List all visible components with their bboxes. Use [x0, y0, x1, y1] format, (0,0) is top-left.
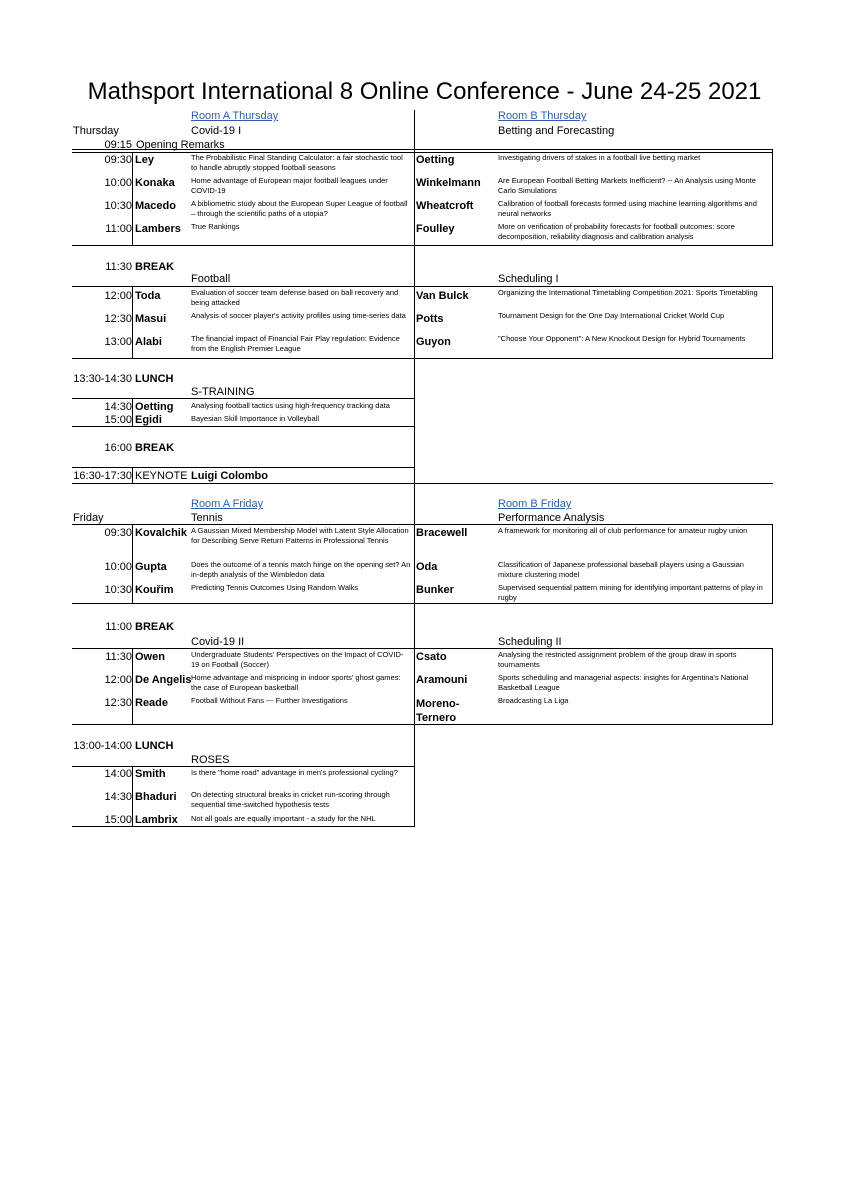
- keynote-speaker: Luigi Colombo: [191, 470, 268, 482]
- talk-title: True Rankings: [191, 222, 240, 231]
- speaker-name: Reade: [135, 697, 169, 709]
- divider: [132, 648, 133, 725]
- speaker-name: Lambrix: [135, 814, 178, 826]
- time-label: 14:30: [104, 401, 132, 413]
- talk-title: "Choose Your Opponent": A New Knockout Design for Hybrid Tournaments: [498, 334, 746, 343]
- speaker-name: Gupta: [135, 561, 167, 573]
- time-label: 15:00: [104, 414, 132, 426]
- speaker-name-line: Ternero: [416, 712, 457, 724]
- divider: [72, 426, 414, 427]
- talk-title: Bayesian Skill Importance in Volleyball: [191, 414, 319, 423]
- keynote-label: KEYNOTE: [135, 470, 188, 482]
- divider: [72, 286, 773, 287]
- time-label: 10:30: [104, 584, 132, 596]
- talk-title: A bibliometric study about the European Super League of football – through the scientific paths of a utopia?: [191, 199, 408, 218]
- talk-title: Supervised sequential pattern mining for identifying important patterns of play in rugby: [498, 583, 763, 602]
- divider: [132, 398, 133, 427]
- talk-title: On detecting structural breaks in cricket run-scoring through sequential time-switched hypothesis tests: [191, 790, 390, 809]
- talk-title: Home advantage and mispricing in indoor sports' ghost games: the case of European basketball: [191, 673, 401, 692]
- talk-title: Classification of Japanese professional baseball players using a Gaussian mixture clustering model: [498, 560, 744, 579]
- talk-title: A framework for monitoring all of club performance for amateur rugby union: [498, 526, 748, 535]
- talk-title: More on verification of probability forecasts for football outcomes: score decomposition, reliability diagnosis and calibration analysis: [498, 222, 735, 241]
- talk-title: Tournament Design for the One Day International Cricket World Cup: [498, 311, 725, 320]
- talk-title: Does the outcome of a tennis match hinge on the opening set? An in-depth analysis of the Wimbledon data: [191, 560, 411, 579]
- speaker-name: Kovalchik: [135, 527, 187, 539]
- talk-title: Not all goals are equally important - a study for the NHL: [191, 814, 376, 823]
- room-a-thursday-link[interactable]: Room A Thursday: [191, 110, 279, 122]
- session-title: Performance Analysis: [498, 512, 605, 524]
- room-b-thursday-link[interactable]: Room B Thursday: [498, 110, 587, 122]
- session-title: Betting and Forecasting: [498, 125, 615, 137]
- speaker-name: Guyon: [416, 336, 451, 348]
- time-label: 10:30: [104, 200, 132, 212]
- room-b-friday-link[interactable]: Room B Friday: [498, 498, 572, 510]
- divider: [72, 603, 773, 604]
- break-label: BREAK: [135, 442, 175, 454]
- time-label: 12:00: [104, 290, 132, 302]
- talk-title: Predicting Tennis Outcomes Using Random Walks: [191, 583, 359, 592]
- speaker-name-line: Moreno-: [416, 698, 460, 710]
- talk-title: A Gaussian Mixed Membership Model with Latent Style Allocation for Describing Serve Return Patterns in Professional Tennis: [191, 526, 409, 545]
- time-label: 16:30-17:30: [73, 470, 132, 482]
- speaker-name: Oetting: [416, 154, 455, 166]
- talk-title: Home advantage of European major football leagues under COVID-19: [191, 176, 388, 195]
- time-label: 10:00: [104, 177, 132, 189]
- time-label: 09:15: [104, 139, 132, 151]
- divider: [772, 648, 773, 725]
- time-label: 09:30: [104, 527, 132, 539]
- speaker-name: Aramouni: [416, 674, 468, 686]
- session-title: Football: [191, 273, 231, 285]
- break-label: BREAK: [135, 261, 175, 273]
- session-title: S-TRAINING: [191, 386, 255, 398]
- time-label: 11:00: [105, 621, 132, 633]
- talk-title: Evaluation of soccer team defense based on ball recovery and being attacked: [191, 288, 399, 307]
- talk-title: Undergraduate Students' Perspectives on the Impact of COVID-19 on Football (Soccer): [191, 650, 404, 669]
- speaker-name: Alabi: [135, 336, 162, 348]
- talk-title: Football Without Fans --- Further Investigations: [191, 696, 348, 705]
- time-label: 12:30: [104, 697, 132, 709]
- speaker-name: Toda: [135, 290, 161, 302]
- speaker-name: Bhaduri: [135, 791, 177, 803]
- session-title: ROSES: [191, 754, 230, 766]
- speaker-name: Wheatcroft: [416, 200, 474, 212]
- divider: [132, 467, 133, 484]
- speaker-name: Owen: [135, 651, 165, 663]
- talk-title: The Probabilistic Final Standing Calculator: a fair stochastic tool to handle abruptly stopped football seasons: [191, 153, 403, 172]
- day-label: Thursday: [73, 125, 119, 137]
- time-label: 10:00: [104, 561, 132, 573]
- talk-title: Analysis of soccer player's activity profiles using time-series data: [191, 311, 406, 320]
- divider: [72, 245, 773, 246]
- time-label: 13:00: [104, 336, 132, 348]
- time-label: 09:30: [104, 154, 132, 166]
- divider: [132, 152, 133, 246]
- speaker-name: Winkelmann: [416, 177, 481, 189]
- time-label: 14:30: [104, 791, 132, 803]
- session-title: Covid-19 II: [191, 636, 245, 648]
- divider: [772, 286, 773, 359]
- speaker-name: Ley: [135, 154, 154, 166]
- divider: [72, 648, 773, 649]
- talk-title: Investigating drivers of stakes in a football live betting market: [498, 153, 701, 162]
- session-title: Tennis: [191, 512, 223, 524]
- divider: [772, 149, 773, 246]
- session-title: Covid-19 I: [191, 125, 242, 137]
- speaker-name: [416, 697, 459, 725]
- talk-title: Are European Football Betting Markets Inefficient? -- An Analysis using Monte Carlo Simulations: [498, 176, 756, 195]
- day-label: Friday: [73, 512, 104, 524]
- speaker-name: Oda: [416, 561, 438, 573]
- room-a-friday-link[interactable]: Room A Friday: [191, 498, 264, 510]
- time-label: 13:00-14:00: [73, 740, 132, 752]
- speaker-name: Csato: [416, 651, 447, 663]
- divider: [72, 826, 414, 827]
- divider: [132, 286, 133, 358]
- break-label: BREAK: [135, 621, 175, 633]
- talk-title: Organizing the International Timetabling Competition 2021: Sports Timetabling: [498, 288, 758, 297]
- divider: [772, 524, 773, 604]
- time-label: 14:00: [104, 768, 132, 780]
- speaker-name: Van Bulck: [416, 290, 469, 302]
- talk-title: The financial impact of Financial Fair Play regulation: Evidence from the English Premier League: [191, 334, 400, 353]
- talk-title: Broadcasting La Liga: [498, 696, 569, 705]
- session-title: Scheduling I: [498, 273, 559, 285]
- divider: [72, 467, 414, 468]
- divider: [72, 524, 773, 525]
- time-label: 11:30: [105, 651, 132, 663]
- page-title: Mathsport International 8 Online Conference - June 24-25 2021: [87, 78, 762, 105]
- speaker-name: Oetting: [135, 401, 174, 413]
- divider: [132, 766, 133, 827]
- divider: [72, 358, 773, 359]
- opening-remarks: Opening Remarks: [136, 139, 225, 151]
- lunch-label: LUNCH: [135, 373, 174, 385]
- speaker-name: Konaka: [135, 177, 175, 189]
- divider: [132, 524, 133, 604]
- speaker-name: Potts: [416, 313, 444, 325]
- talk-title: Is there "home road" advantage in men's professional cycling?: [191, 768, 398, 777]
- talk-title: Calibration of football forecasts formed using machine learning algorithms and neural networks: [498, 199, 757, 218]
- divider: [414, 110, 415, 827]
- speaker-name: De Angelis: [135, 674, 192, 686]
- lunch-label: LUNCH: [135, 740, 174, 752]
- speaker-name: Macedo: [135, 200, 176, 212]
- time-label: 12:30: [104, 313, 132, 325]
- talk-title: Analysing football tactics using high-frequency tracking data: [191, 401, 390, 410]
- speaker-name: Bunker: [416, 584, 454, 596]
- time-label: 12:00: [104, 674, 132, 686]
- divider: [72, 483, 773, 484]
- speaker-name: Foulley: [416, 223, 455, 235]
- speaker-name: Lambers: [135, 223, 181, 235]
- time-label: 11:00: [105, 223, 132, 235]
- time-label: 11:30: [105, 261, 132, 273]
- time-label: 15:00: [104, 814, 132, 826]
- speaker-name: Smith: [135, 768, 166, 780]
- speaker-name: Egidi: [135, 414, 162, 426]
- time-label: 13:30-14:30: [73, 373, 132, 385]
- speaker-name: Bracewell: [416, 527, 468, 539]
- speaker-name: Kouřim: [135, 584, 174, 596]
- time-label: 16:00: [104, 442, 132, 454]
- divider: [72, 766, 414, 767]
- talk-title: Analysing the restricted assignment problem of the group draw in sports tournaments: [498, 650, 737, 669]
- divider: [72, 398, 414, 399]
- session-title: Scheduling II: [498, 636, 562, 648]
- speaker-name: Masui: [135, 313, 167, 325]
- talk-title: Sports scheduling and managerial aspects: insights for Argentina's National Basketball League: [498, 673, 749, 692]
